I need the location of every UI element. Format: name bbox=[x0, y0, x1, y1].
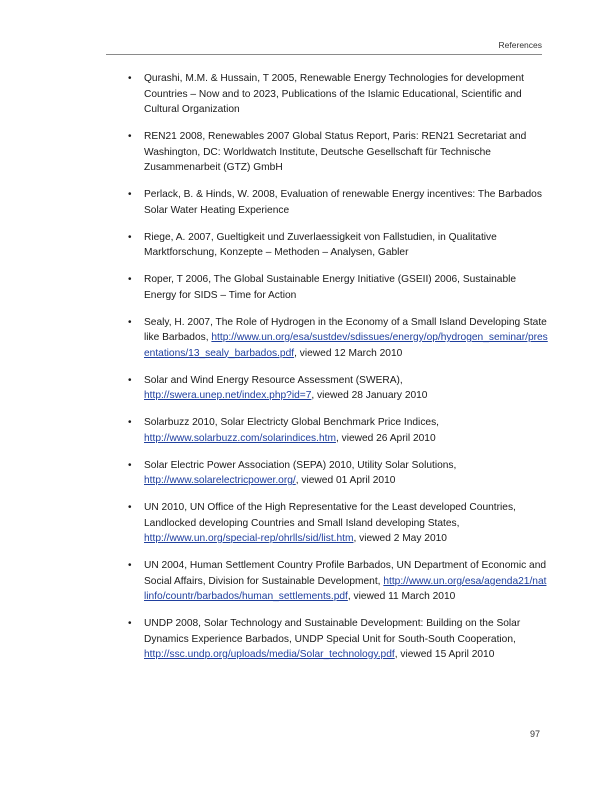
reference-link[interactable]: http://swera.unep.net/index.php?id=7 bbox=[144, 390, 312, 401]
reference-text: Sealy, H. 2007, The Role of Hydrogen in the Economy of a Small Island Developing State like Barbados, bbox=[144, 316, 547, 343]
reference-text: Qurashi, M.M. & Hussain, T 2005, Renewable Energy Technologies for development Countries – Now and to 2023, Publications of the Islamic Educational, Scientific and Cultural Organization bbox=[144, 73, 524, 115]
reference-link[interactable]: http://www.solarelectricpower.org/ bbox=[144, 475, 296, 486]
bullet-icon: • bbox=[128, 459, 132, 471]
reference-text: Solar Electric Power Association (SEPA) 2010, Utility Solar Solutions, bbox=[144, 459, 457, 471]
reference-list bbox=[128, 71, 548, 674]
reference-viewed-date: , viewed 26 April 2010 bbox=[335, 432, 436, 444]
bullet-icon: • bbox=[128, 274, 132, 285]
reference-viewed-date: , viewed 12 March 2010 bbox=[294, 347, 403, 359]
reference-link[interactable]: http://ssc.undp.org/uploads/media/Solar_technology.pdf bbox=[144, 649, 395, 660]
reference-link[interactable]: http://www.un.org/esa/sustdev/sdissues/energy/op/hydrogen_seminar/presentations/13_sealy_barbados.pdf bbox=[144, 332, 548, 359]
reference-item bbox=[128, 558, 548, 605]
reference-item bbox=[128, 616, 548, 663]
reference-link[interactable]: http://www.un.org/special-rep/ohrlls/sid/list.htm bbox=[144, 533, 354, 544]
reference-text: Perlack, B. & Hinds, W. 2008, Evaluation of renewable Energy incentives: The Barbados Solar Water Heating Experience bbox=[144, 189, 542, 216]
reference-item bbox=[128, 230, 548, 261]
bullet-icon: • bbox=[128, 73, 132, 84]
bullet-icon: • bbox=[128, 316, 132, 328]
bullet-icon: • bbox=[128, 374, 132, 386]
reference-item bbox=[128, 272, 548, 303]
reference-text: REN21 2008, Renewables 2007 Global Status Report, Paris: REN21 Secretariat and Washington, DC: Worldwatch Institute, Deutsche Gesellschaft für Technische Zusammenarbeit (GTZ) GmbH bbox=[144, 131, 527, 173]
reference-text: UN 2004, Human Settlement Country Profile Barbados, UN Department of Economic and Social Affairs, Division for Sustainable Development, bbox=[144, 560, 547, 587]
reference-text: Roper, T 2006, The Global Sustainable Energy Initiative (GSEII) 2006, Sustainable Energy for SIDS – Time for Action bbox=[144, 274, 517, 301]
bullet-icon: • bbox=[128, 189, 132, 200]
reference-text: UN 2010, UN Office of the High Representative for the Least developed Countries, Landlocked developing Countries and Small Island developing States, bbox=[144, 502, 516, 529]
reference-link[interactable]: http://www.solarbuzz.com/solarindices.htm bbox=[144, 432, 336, 444]
reference-item bbox=[128, 315, 548, 362]
reference-viewed-date: , viewed 28 January 2010 bbox=[311, 390, 428, 401]
bullet-icon: • bbox=[128, 560, 132, 571]
page-number: 97 bbox=[530, 729, 541, 739]
reference-text: Riege, A. 2007, Gueltigkeit und Zuverlaessigkeit von Fallstudien, in Qualitative Marktforschung, Konzepte – Methoden – Analysen, Gabler bbox=[144, 231, 497, 258]
bullet-icon: • bbox=[128, 502, 132, 513]
reference-item bbox=[128, 129, 548, 176]
reference-item bbox=[128, 415, 548, 446]
reference-text: Solarbuzz 2010, Solar Electricty Global Benchmark Price Indices, bbox=[144, 417, 440, 428]
reference-item bbox=[128, 373, 548, 404]
reference-viewed-date: , viewed 2 May 2010 bbox=[353, 533, 447, 544]
running-header: References bbox=[498, 40, 542, 50]
bullet-icon: • bbox=[128, 231, 132, 243]
reference-item bbox=[128, 187, 548, 218]
bullet-icon: • bbox=[128, 618, 132, 629]
bullet-icon: • bbox=[128, 417, 132, 428]
reference-viewed-date: , viewed 15 April 2010 bbox=[394, 649, 495, 660]
reference-viewed-date: , viewed 11 March 2010 bbox=[347, 591, 456, 602]
header-divider bbox=[106, 54, 542, 55]
bullet-icon: • bbox=[128, 131, 132, 142]
reference-item bbox=[128, 458, 548, 489]
reference-link[interactable]: http://www.un.org/esa/agenda21/natlinfo/countr/barbados/human_settlements.pdf bbox=[144, 575, 547, 602]
reference-text: UNDP 2008, Solar Technology and Sustainable Development: Building on the Solar Dynamics Experience Barbados, UNDP Special Unit for South-South Cooperation, bbox=[144, 618, 521, 645]
reference-item bbox=[128, 500, 548, 547]
reference-item bbox=[128, 71, 548, 118]
reference-viewed-date: , viewed 01 April 2010 bbox=[295, 475, 396, 486]
reference-text: Solar and Wind Energy Resource Assessment (SWERA), bbox=[144, 374, 403, 386]
